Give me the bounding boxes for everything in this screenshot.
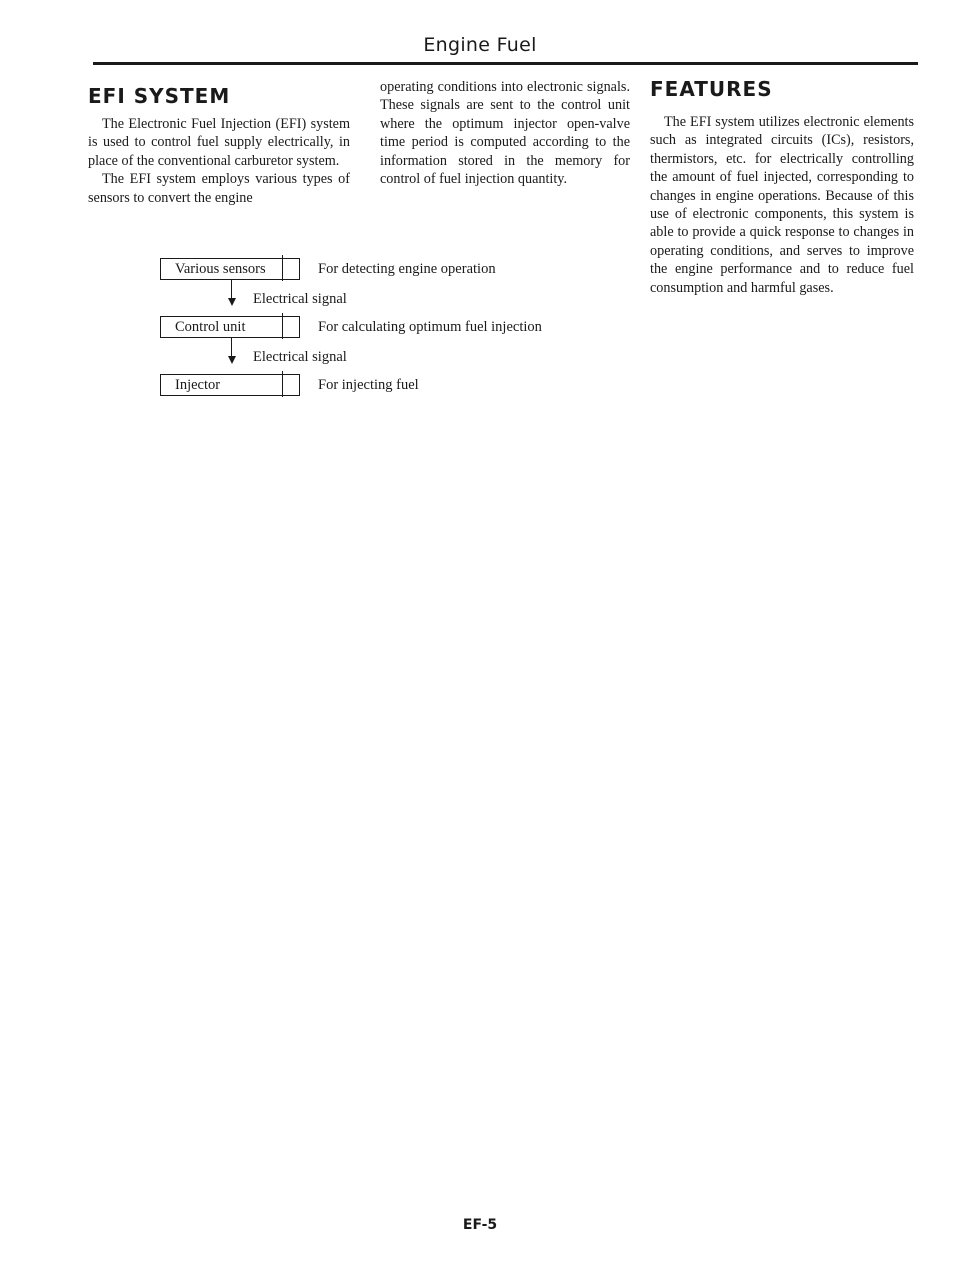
header-rule (93, 62, 918, 65)
arrow-down-icon (228, 356, 236, 364)
diagram-description-3: For injecting fuel (318, 377, 419, 393)
connector-line-2 (231, 338, 232, 358)
efi-system-paragraph-2: The EFI system employs various types of sensors to convert the engine (88, 171, 350, 206)
efi-flow-diagram (160, 258, 610, 408)
efi-system-heading: EFI SYSTEM (88, 84, 231, 108)
diagram-box-label: Various sensors (175, 261, 266, 277)
box-tick (282, 371, 283, 397)
diagram-description-1: For detecting engine operation (318, 261, 496, 277)
efi-system-body (88, 115, 350, 207)
diagram-connector-label-2: Electrical signal (253, 349, 347, 365)
diagram-box-injector (160, 374, 300, 396)
diagram-box-control-unit (160, 316, 300, 338)
page-number: EF-5 (462, 1217, 498, 1233)
features-heading: FEATURES (650, 77, 773, 101)
arrow-down-icon (228, 298, 236, 306)
page-header-title: Engine Fuel (423, 34, 537, 56)
diagram-box-various-sensors (160, 258, 300, 280)
features-body (650, 113, 914, 297)
box-tick (282, 313, 283, 339)
features-paragraph: The EFI system utilizes electronic elements such as integrated circuits (ICs), resistors, thermistors, etc. for electrically controlling the amount of fuel injected, corresponding to changes in engine operations. Because of this use of electronic components, this system is able to provide a quick response to changes in operating conditions, and serves to improve the engine performance and to reduce fuel consumption and harmful gases. (650, 114, 914, 296)
diagram-box-label: Control unit (175, 319, 246, 335)
diagram-box-label: Injector (175, 377, 221, 393)
diagram-connector-label-1: Electrical signal (253, 291, 347, 307)
efi-system-continuation-text: operating conditions into electronic signals. These signals are sent to the control unit where the optimum injector open-valve time period is computed according to the information stored in the memory for control of fuel injection quantity. (380, 79, 630, 188)
efi-system-continuation (380, 78, 630, 188)
connector-line-1 (231, 280, 232, 300)
diagram-description-2: For calculating optimum fuel injection (318, 319, 542, 335)
box-tick (282, 255, 283, 281)
efi-system-paragraph-1: The Electronic Fuel Injection (EFI) system is used to control fuel supply electrically, in place of the conventional carburetor system. (88, 116, 350, 169)
